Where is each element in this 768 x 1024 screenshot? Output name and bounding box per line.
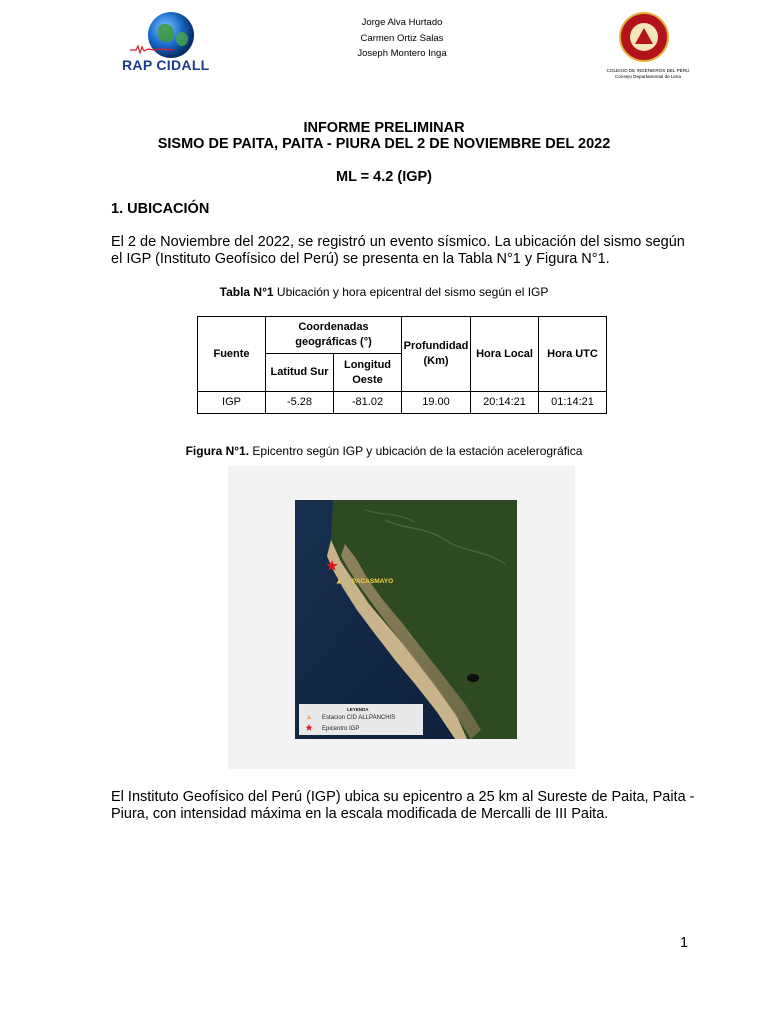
magnitude: ML = 4.2 (IGP) <box>335 169 433 185</box>
report-subtitle: SISMO DE PAITA, PAITA - PIURA DEL 2 DE NOVIEMBRE DEL 2022 <box>157 136 611 152</box>
header-coordinates: Coordenadas geográficas (°) <box>266 317 402 354</box>
section-heading: 1. UBICACIÓN <box>111 201 210 217</box>
map-label-pacasmayo: PACASMAYO <box>352 578 394 585</box>
epicenter-table <box>197 316 607 414</box>
seismic-wave-icon <box>130 44 174 54</box>
cell-local-time: 20:14:21 <box>471 392 539 414</box>
legend-item: Estacion CID ALLPANCHIS <box>322 715 396 721</box>
author-list <box>300 15 504 62</box>
logo-text: RAP CIDALL <box>122 57 210 73</box>
cip-seal-icon <box>619 12 669 62</box>
header-utc-time: Hora UTC <box>539 317 607 392</box>
legend-item: Epicentro IGP <box>322 726 360 732</box>
header-depth: Profundidad (Km) <box>402 317 471 392</box>
cip-logo <box>606 10 690 80</box>
logo-caption: COLEGIO DE INGENIEROS DEL PERÚ <box>606 68 690 73</box>
header-longitude: Longitud Oeste <box>334 354 402 392</box>
header-local-time: Hora Local <box>471 317 539 392</box>
figure-caption: Figura N°1. Epicentro según IGP y ubicación de la estación acelerográfica <box>185 444 583 458</box>
epicenter-map <box>228 466 575 769</box>
logo-caption: Consejo Departamental de Lima <box>615 74 681 79</box>
cell-latitude: -5.28 <box>266 392 334 414</box>
cell-fuente: IGP <box>198 392 266 414</box>
report-title: INFORME PRELIMINAR <box>303 120 465 136</box>
header-fuente: Fuente <box>198 317 266 392</box>
header-latitude: Latitud Sur <box>266 354 334 392</box>
rap-cidall-logo <box>118 10 213 74</box>
satellite-map-image <box>295 500 517 739</box>
table-caption: Tabla N°1 Ubicación y hora epicentral del sismo según el IGP <box>219 285 549 299</box>
cell-longitude: -81.02 <box>334 392 402 414</box>
author: Joseph Montero Inga <box>357 48 447 59</box>
author: Jorge Alva Hurtado <box>361 17 443 28</box>
legend-title: LEYENDA <box>347 707 369 712</box>
cell-depth: 19.00 <box>402 392 471 414</box>
intro-paragraph: El 2 de Noviembre del 2022, se registró un evento sísmico. La ubicación del sismo según el IGP (Instituto Geofísico del Perú) se presenta en la Tabla N°1 y Figura N°1. <box>111 234 685 267</box>
author: Carmen Ortiz Salas <box>360 32 444 44</box>
cell-utc-time: 01:14:21 <box>539 392 607 414</box>
closing-paragraph: El Instituto Geofísico del Perú (IGP) ubica su epicentro a 25 km al Sureste de Paita, Paita - Piura, con intensidad máxima en la escala modificada de Mercalli de III Paita. <box>111 789 695 822</box>
page-number: 1 <box>680 935 689 951</box>
